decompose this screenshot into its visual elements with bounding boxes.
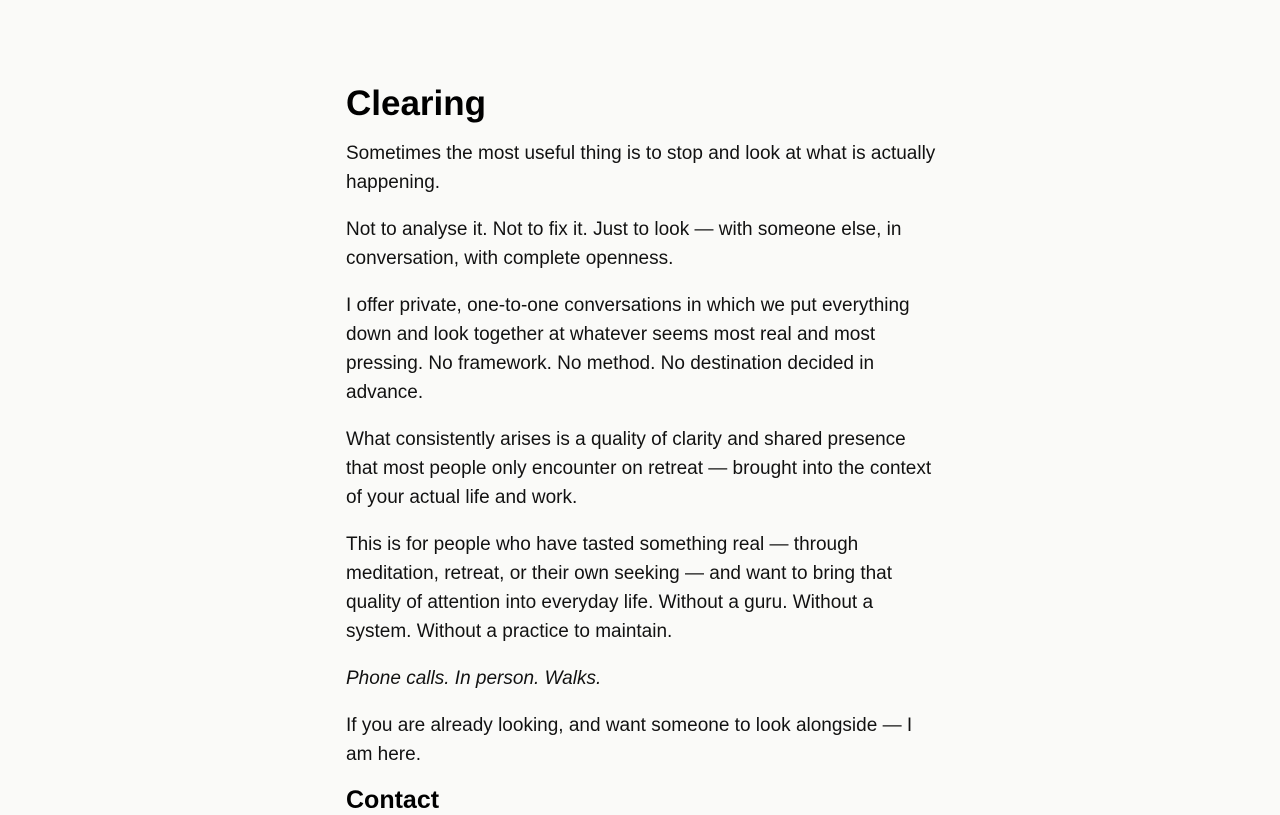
intro-paragraph: Sometimes the most useful thing is to stop and look at what is actually happening.: [346, 143, 936, 193]
formats-paragraph: [346, 664, 936, 693]
main-content: [346, 84, 936, 815]
paragraph-clarity: What consistently arises is a quality of clarity and shared presence that most people only encounter on retreat — brought into the context of your actual life and work.: [346, 429, 932, 508]
closing-paragraph: If you are already looking, and want someone to look alongside — I am here.: [346, 715, 913, 765]
paragraph-offer: I offer private, one-to-one conversations in which we put everything down and look together at whatever seems most real and most pressing. No framework. No method. No destination decided in advance.: [346, 295, 910, 403]
paragraph-look: Not to analyse it. Not to fix it. Just to look — with someone else, in conversation, with complete openness.: [346, 219, 902, 269]
formats-text: Phone calls. In person. Walks.: [346, 668, 602, 689]
paragraph-audience: This is for people who have tasted something real — through meditation, retreat, or their own seeking — and want to bring that quality of attention into everyday life. Without a guru. Without a system. Without a practice to maintain.: [346, 534, 893, 642]
contact-heading: Contact: [346, 786, 440, 814]
page-title: Clearing: [346, 84, 487, 123]
